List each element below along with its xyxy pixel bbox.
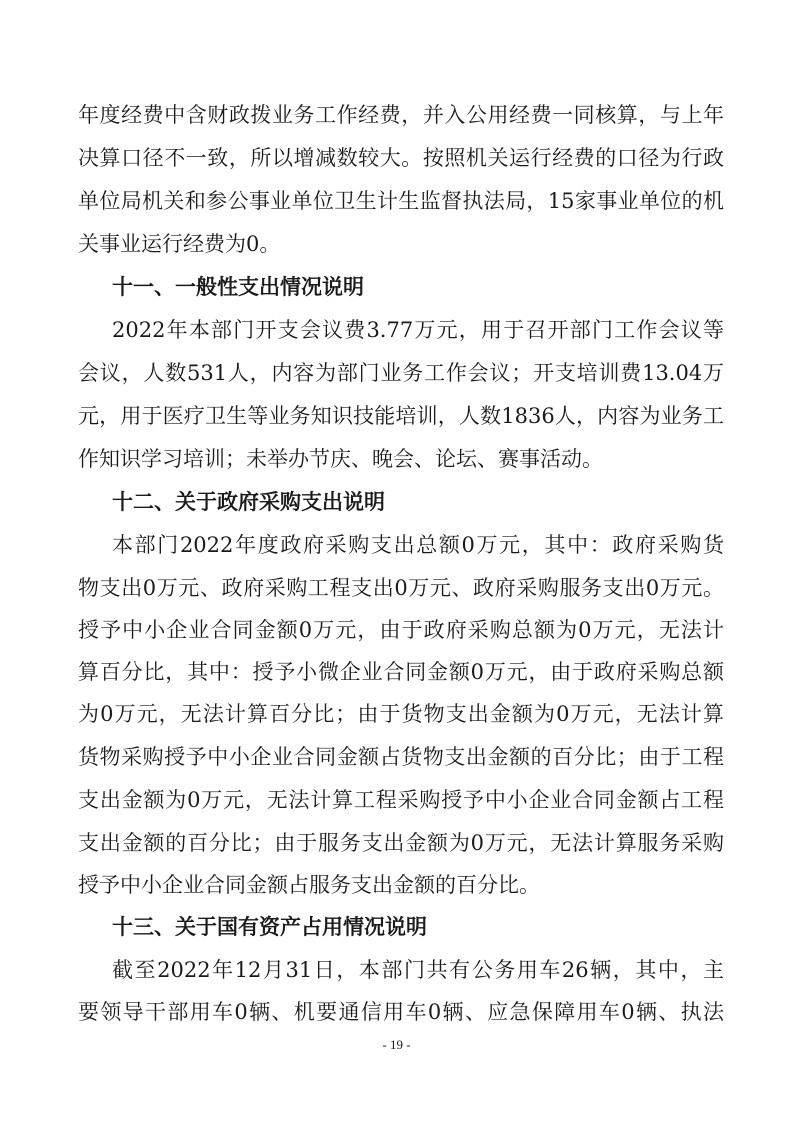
paragraph-line: 元，用于医疗卫生等业务知识技能培训，人数1836人，内容为业务工: [78, 404, 724, 428]
paragraph-line: 单位局机关和参公事业单位卫生计生监督执法局，15家事业单位的机: [78, 189, 724, 213]
paragraph-line: 要领导干部用车0辆、机要通信用车0辆、应急保障用车0辆、执法: [78, 1000, 724, 1024]
paragraph-line: 会议，人数531人，内容为部门业务工作会议；开支培训费13.04万: [78, 361, 724, 385]
section-heading-11: 十一、一般性支出情况说明: [112, 275, 364, 299]
paragraph-line: 决算口径不一致，所以增减数较大。按照机关运行经费的口径为行政: [78, 146, 724, 170]
paragraph-line: 作知识学习培训；未举办节庆、晚会、论坛、赛事活动。: [78, 447, 603, 471]
paragraph-line: 物支出0万元、政府采购工程支出0万元、政府采购服务支出0万元。: [78, 576, 724, 600]
paragraph-line: 授予中小企业合同金额占服务支出金额的百分比。: [78, 873, 540, 897]
paragraph-line: 为0万元，无法计算百分比；由于货物支出金额为0万元，无法计算: [78, 702, 724, 726]
paragraph-line: 授予中小企业合同金额0万元，由于政府采购总额为0万元，无法计: [78, 618, 724, 642]
section-heading-13: 十三、关于国有资产占用情况说明: [112, 915, 427, 939]
paragraph-line: 算百分比，其中：授予小微企业合同金额0万元，由于政府采购总额: [78, 660, 724, 684]
paragraph-line: 2022年本部门开支会议费3.77万元，用于召开部门工作会议等: [112, 318, 724, 342]
page-number: - 19 -: [382, 1037, 411, 1052]
paragraph-line: 本部门2022年度政府采购支出总额0万元，其中：政府采购货: [112, 533, 724, 557]
paragraph-line: 年度经费中含财政拨业务工作经费，并入公用经费一同核算，与上年: [78, 103, 724, 127]
paragraph-line: 截至2022年12月31日，本部门共有公务用车26辆，其中，主: [112, 958, 724, 982]
section-heading-12: 十二、关于政府采购支出说明: [112, 490, 385, 514]
paragraph-line: 支出金额的百分比；由于服务支出金额为0万元，无法计算服务采购: [78, 831, 724, 855]
paragraph-line: 货物采购授予中小企业合同金额占货物支出金额的百分比；由于工程: [78, 745, 724, 769]
paragraph-line: 关事业运行经费为0。: [78, 232, 281, 256]
paragraph-line: 支出金额为0万元，无法计算工程采购授予中小企业合同金额占工程: [78, 788, 724, 812]
